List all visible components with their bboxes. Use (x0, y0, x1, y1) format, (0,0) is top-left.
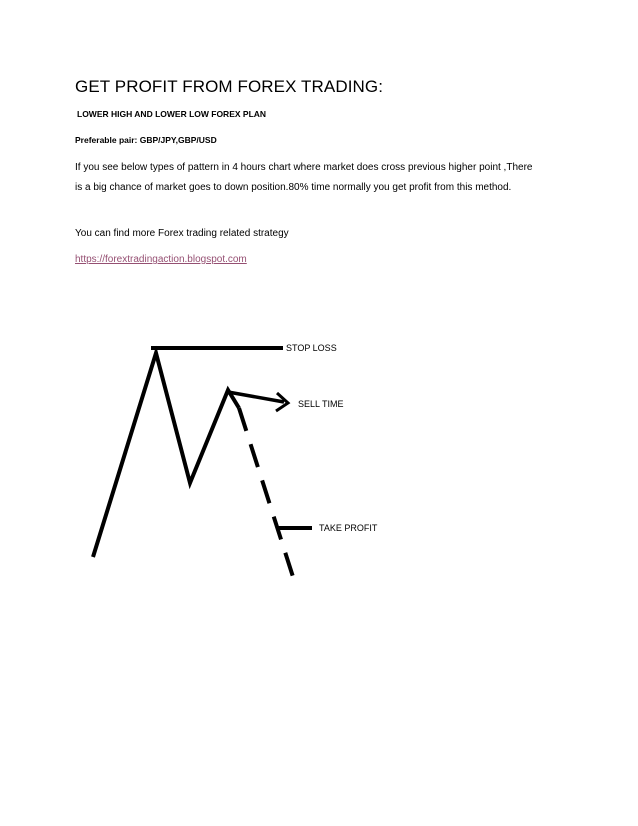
sell-time-arrow-head (276, 393, 288, 411)
preferable-pair-line: Preferable pair: GBP/JPY,GBP/USD (75, 135, 217, 145)
blog-link[interactable]: https://forextradingaction.blogspot.com (75, 254, 247, 265)
page-title: GET PROFIT FROM FOREX TRADING: (75, 77, 384, 96)
description-line-2: is a big chance of market goes to down position.80% time normally you get profit from this method. (75, 182, 512, 193)
description-paragraph (75, 158, 575, 198)
projected-drop-dashed-line (239, 408, 294, 580)
more-strategy-text: You can find more Forex trading related strategy (75, 228, 289, 239)
sell-time-label: SELL TIME (298, 399, 344, 409)
take-profit-label: TAKE PROFIT (319, 523, 378, 533)
sell-time-arrow-line (228, 392, 284, 402)
stop-loss-label: STOP LOSS (286, 343, 337, 353)
price-path-line (93, 353, 239, 557)
plan-subtitle: LOWER HIGH AND LOWER LOW FOREX PLAN (77, 109, 267, 119)
description-line-1: If you see below types of pattern in 4 hours chart where market does cross previous higher point ,There (75, 162, 533, 173)
